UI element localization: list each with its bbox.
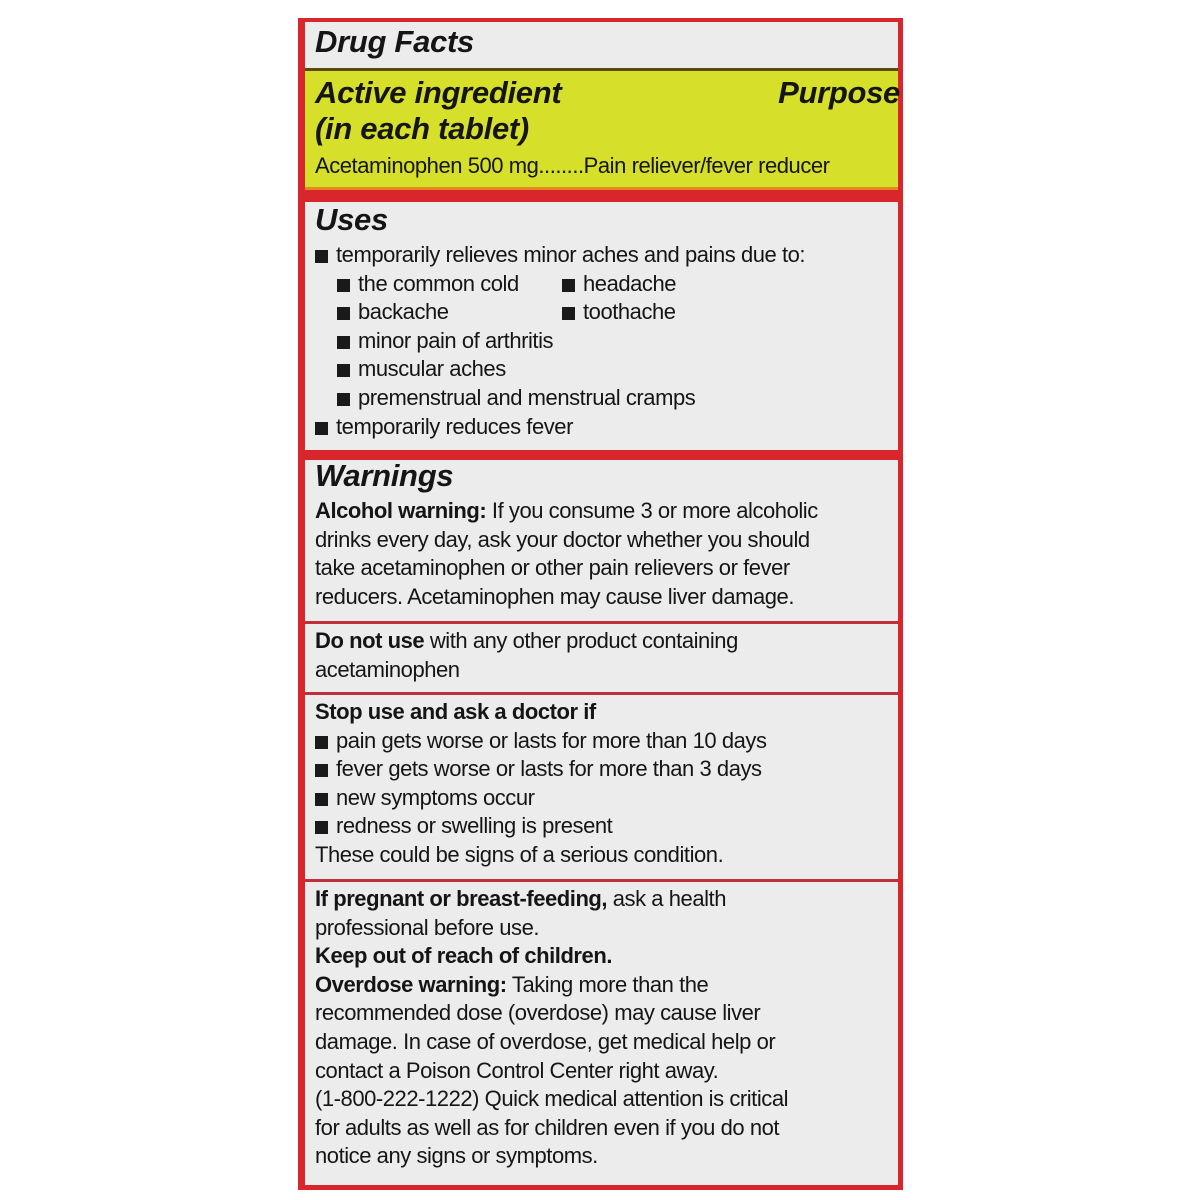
ingredient-line: Acetaminophen 500 mg........Pain reliever/fever reducer [315, 153, 830, 178]
uses-subitem: muscular aches [315, 355, 898, 384]
bullet-icon [315, 422, 328, 435]
divider [305, 692, 898, 695]
active-ingredient-heading: Active ingredient [315, 75, 562, 110]
divider [305, 879, 898, 882]
divider [305, 621, 898, 624]
warnings-heading: Warnings [315, 458, 454, 493]
bullet-icon [315, 821, 328, 834]
bullet-icon [562, 279, 575, 292]
uses-heading: Uses [315, 202, 388, 237]
bullet-icon [315, 793, 328, 806]
active-ingredient-subheading: (in each tablet) [315, 111, 529, 146]
uses-list [315, 241, 898, 441]
uses-subitem: minor pain of arthritis [315, 327, 898, 356]
bullet-icon [337, 336, 350, 349]
warnings-section [305, 460, 898, 1185]
other-warnings: If pregnant or breast-feeding, ask a health professional before use. Keep out of reach of children. Overdose warning: Taking more than the recommended dose (overdose) may cause liver damage. In case of overdose, get medical help or contact a Poison Control Center right away. (1-800-222-1222) Quick medical attention is critical for adults as well as for children even if you do not notice any signs or symptoms. [315, 885, 898, 1171]
drug-facts-panel [298, 18, 903, 1190]
stop-use-warning: Stop use and ask a doctor if pain gets worse or lasts for more than 10 days fever gets worse or lasts for more than 3 days new symptoms occur redness or swelling is present These could be signs of a serious condition. [315, 699, 767, 867]
bullet-icon [337, 364, 350, 377]
uses-subitem-row: the common cold headache [315, 270, 898, 299]
bullet-icon [337, 279, 350, 292]
bullet-icon [315, 764, 328, 777]
uses-section [305, 202, 898, 450]
drug-facts-title: Drug Facts [315, 24, 474, 59]
uses-subitem: premenstrual and menstrual cramps [315, 384, 898, 413]
do-not-use-warning: Do not use with any other product containing acetaminophen [315, 628, 738, 682]
bullet-icon [315, 250, 328, 263]
drug-facts-header [305, 22, 898, 68]
bullet-icon [562, 307, 575, 320]
bullet-icon [337, 393, 350, 406]
keep-out-warning: Keep out of reach of children. [315, 943, 612, 969]
bullet-icon [337, 307, 350, 320]
alcohol-warning: Alcohol warning: If you consume 3 or more alcoholic drinks every day, ask your doctor whether you should take acetaminophen or other pain relievers or fever reducers. Acetaminophen may cause liver damage. [315, 498, 818, 609]
purpose-heading: Purpose [778, 75, 900, 110]
active-ingredient-section [305, 68, 898, 190]
uses-item: temporarily reduces fever [315, 413, 898, 442]
uses-subitem-row: backache toothache [315, 298, 898, 327]
uses-item: temporarily relieves minor aches and pains due to: [315, 241, 898, 270]
bullet-icon [315, 736, 328, 749]
